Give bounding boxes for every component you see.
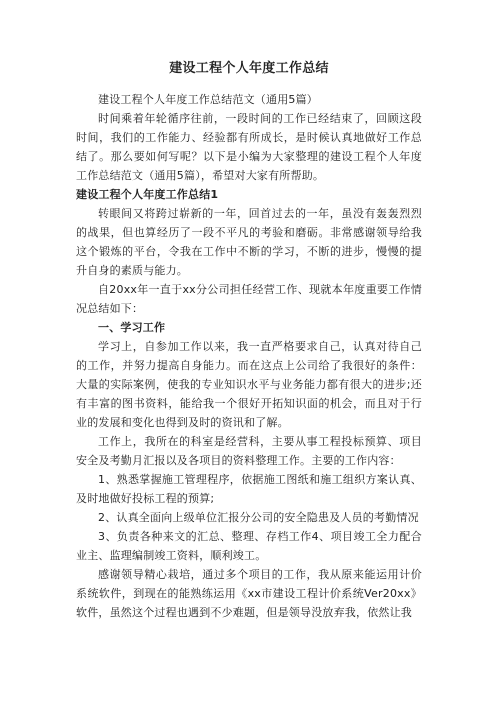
intro-line: 建设工程个人年度工作总结范文（通用5篇）: [98, 93, 318, 106]
body-paragraph: 感谢领导精心栽培，通过多个项目的工作，我从原来能运用计价系统软件，到现在的能熟练运用《xx市建设工程计价系统Ver20xx》软件，虽然这个过程也遇到不少难题，但是领导没放弃我，依然让我: [76, 568, 422, 619]
document-title: 建设工程个人年度工作总结: [169, 61, 329, 76]
list-item: 3、负责各种来文的汇总、整理、存档工作4、项目竣工全力配合业主、监理编制竣工资料，顺利竣工。: [76, 530, 422, 562]
section-title: 建设工程个人年度工作总结1: [76, 188, 219, 201]
work-paragraph: 工作上，我所在的科室是经营科，主要从事工程投标预算、项目安全及考勤月汇报以及各项目的资料整理工作。主要的工作内容：: [76, 435, 422, 467]
study-paragraph: 学习上，自参加工作以来，我一直严格要求自己，认真对待自己的工作，并努力提高自身能力。而在这点上公司给了我很好的条件：大量的实际案例，使我的专业知识水平与业务能力都有很大的进步;还有丰富的图书资料，能给我一个很好开拓知识面的机会，而且对于行业的发展和变化也得到及时的资讯和了解。: [76, 340, 422, 429]
document-page: [76, 60, 422, 622]
list-item: 2、认真全面向上级单位汇报分公司的安全隐患及人员的考勤情况: [98, 511, 419, 524]
subheading-study: 一、学习工作: [98, 321, 166, 334]
body-paragraph: 转眼间又将跨过崭新的一年，回首过去的一年，虽没有轰轰烈烈的战果，但也算经历了一段不平凡的考验和磨砺。非常感谢领导给我这个锻炼的平台，令我在工作中不断的学习，不断的进步，慢慢的提升自身的素质与能力。: [76, 207, 422, 277]
intro-paragraph: 时间乘着年轮循序往前，一段时间的工作已经结束了，回顾这段时间，我们的工作能力、经验都有所成长，是时候认真地做好工作总结了。那么要如何写呢？以下是小编为大家整理的建设工程个人年度工作总结范文（通用5篇），希望对大家有所帮助。: [76, 112, 422, 182]
list-item: 1、熟悉掌握施工管理程序，依据施工图纸和施工组织方案认真、及时地做好投标工程的预算;: [76, 473, 422, 505]
body-paragraph: 自20xx年一直于xx分公司担任经营工作、现就本年度重要工作情况总结如下：: [76, 283, 422, 315]
